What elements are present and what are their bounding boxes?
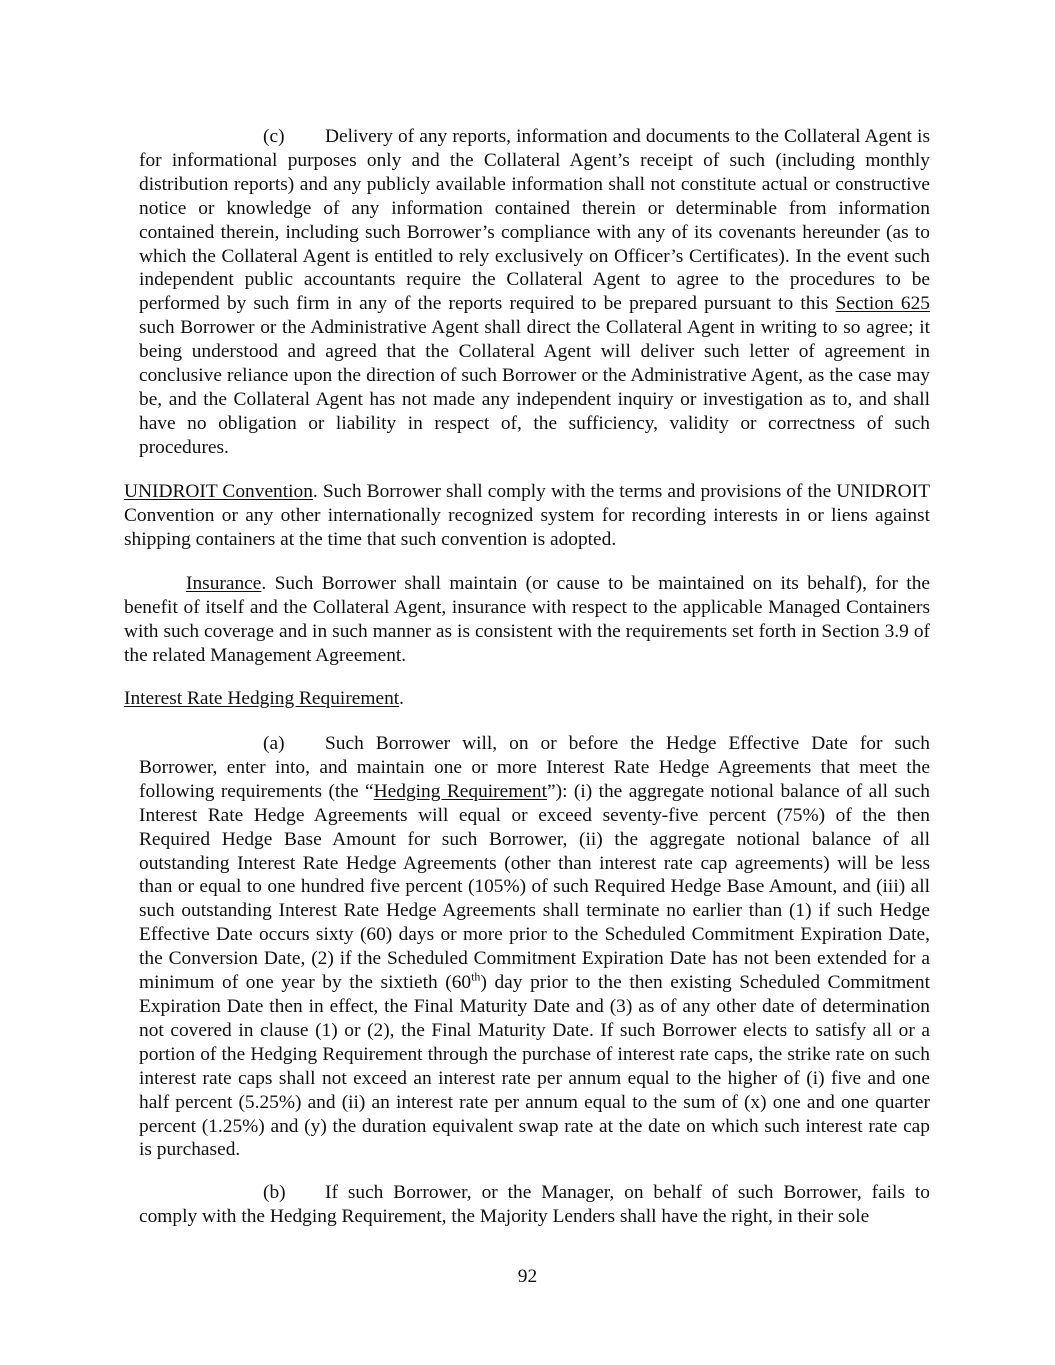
- hedging-heading: Interest Rate Hedging Requirement: [124, 688, 400, 709]
- paragraph-a-text-3: ) day prior to the then existing Scheduled Commitment Expiration Date then in effect, the Final Maturity Date and (3) as of any other date of determination not covered in clause (1) or (2), the Final Maturity Date. If such Borrower elects to satisfy all or a portion of the Hedging Requirement through the purchase of interest rate caps, the strike rate on such interest rate caps shall not exceed an interest rate per annum equal to the higher of (i) five and one half percent (5.25%) and (ii) an interest rate per annum equal to the sum of (x) one and one quarter percent (1.25%) and (y) the duration equivalent swap rate at the date on which such interest rate cap is purchased.: [139, 972, 930, 1161]
- insurance-paragraph: [124, 572, 930, 668]
- paragraph-c-marker: (c): [263, 126, 285, 147]
- hedging-heading-suffix: .: [399, 688, 405, 709]
- paragraph-a-marker: (a): [263, 733, 285, 754]
- paragraph-b: [139, 1181, 930, 1229]
- paragraph-c: [139, 125, 930, 460]
- page-number: 92: [517, 1266, 538, 1287]
- section-reference: Section 625: [835, 293, 930, 315]
- unidroit-paragraph: [124, 480, 930, 552]
- paragraph-b-marker: (b): [263, 1182, 286, 1203]
- paragraph-a-text-1: Such Borrower will, on or before the Hedge Effective Date for such Borrower, enter into, and maintain one or more Interest Rate Hedge Agreements that meet the following requirements (the “: [139, 733, 930, 802]
- paragraph-c-text-2: such Borrower or the Administrative Agent shall direct the Collateral Agent in writing to so agree; it being understood and agreed that the Collateral Agent will deliver such letter of agreement in conclusive reliance upon the direction of such Borrower or the Administrative Agent, as the case may be, and the Collateral Agent has not made any independent inquiry or investigation as to, and shall have no obligation or liability in respect of, the sufficiency, validity or correctness of such procedures.: [139, 317, 930, 458]
- insurance-heading: Insurance: [186, 573, 262, 594]
- unidroit-heading: UNIDROIT Convention: [124, 481, 313, 502]
- paragraph-b-text: If such Borrower, or the Manager, on behalf of such Borrower, fails to comply with the Hedging Requirement, the Majority Lenders shall have the right, in their sole: [139, 1182, 930, 1227]
- hedging-heading-paragraph: [124, 687, 930, 711]
- paragraph-c-text-1: Delivery of any reports, information and documents to the Collateral Agent is for informational purposes only and the Collateral Agent’s receipt of such (including monthly distribution reports) and any publicly available information shall not constitute actual or constructive notice or knowledge of any information contained therein or determinable from information contained therein, including such Borrower’s compliance with any of its covenants hereunder (as to which the Collateral Agent is entitled to rely exclusively on Officer’s Certificates). In the event such independent public accountants require the Collateral Agent to agree to the procedures to be performed by such firm in any of the reports required to be prepared pursuant to this: [139, 126, 930, 315]
- unidroit-text: . Such Borrower shall comply with the terms and provisions of the UNIDROIT Convention or any other internationally recognized system for recording interests in or liens against shipping containers at the time that such convention is adopted.: [124, 481, 930, 550]
- insurance-text: . Such Borrower shall maintain (or cause to be maintained on its behalf), for the benefit of itself and the Collateral Agent, insurance with respect to the applicable Managed Containers with such coverage and in such manner as is consistent with the requirements set forth in Section 3.9 of the related Management Agreement.: [124, 573, 930, 666]
- superscript-th: th: [471, 969, 481, 984]
- paragraph-a: [139, 732, 930, 1162]
- paragraph-a-text-2: ”): (i) the aggregate notional balance of all such Interest Rate Hedge Agreements will equal or exceed seventy-five percent (75%) of the then Required Hedge Base Amount for such Borrower, (ii) the aggregate notional balance of all outstanding Interest Rate Hedge Agreements (other than interest rate cap agreements) will be less than or equal to one hundred five percent (105%) of such Required Hedge Base Amount, and (iii) all such outstanding Interest Rate Hedge Agreements shall terminate no earlier than (1) if such Hedge Effective Date occurs sixty (60) days or more prior to the Scheduled Commitment Expiration Date, the Conversion Date, (2) if the Scheduled Commitment Expiration Date has not been extended for a minimum of one year by the sixtieth (60: [139, 780, 930, 994]
- defined-term-hedging-requirement: Hedging Requirement: [373, 780, 547, 802]
